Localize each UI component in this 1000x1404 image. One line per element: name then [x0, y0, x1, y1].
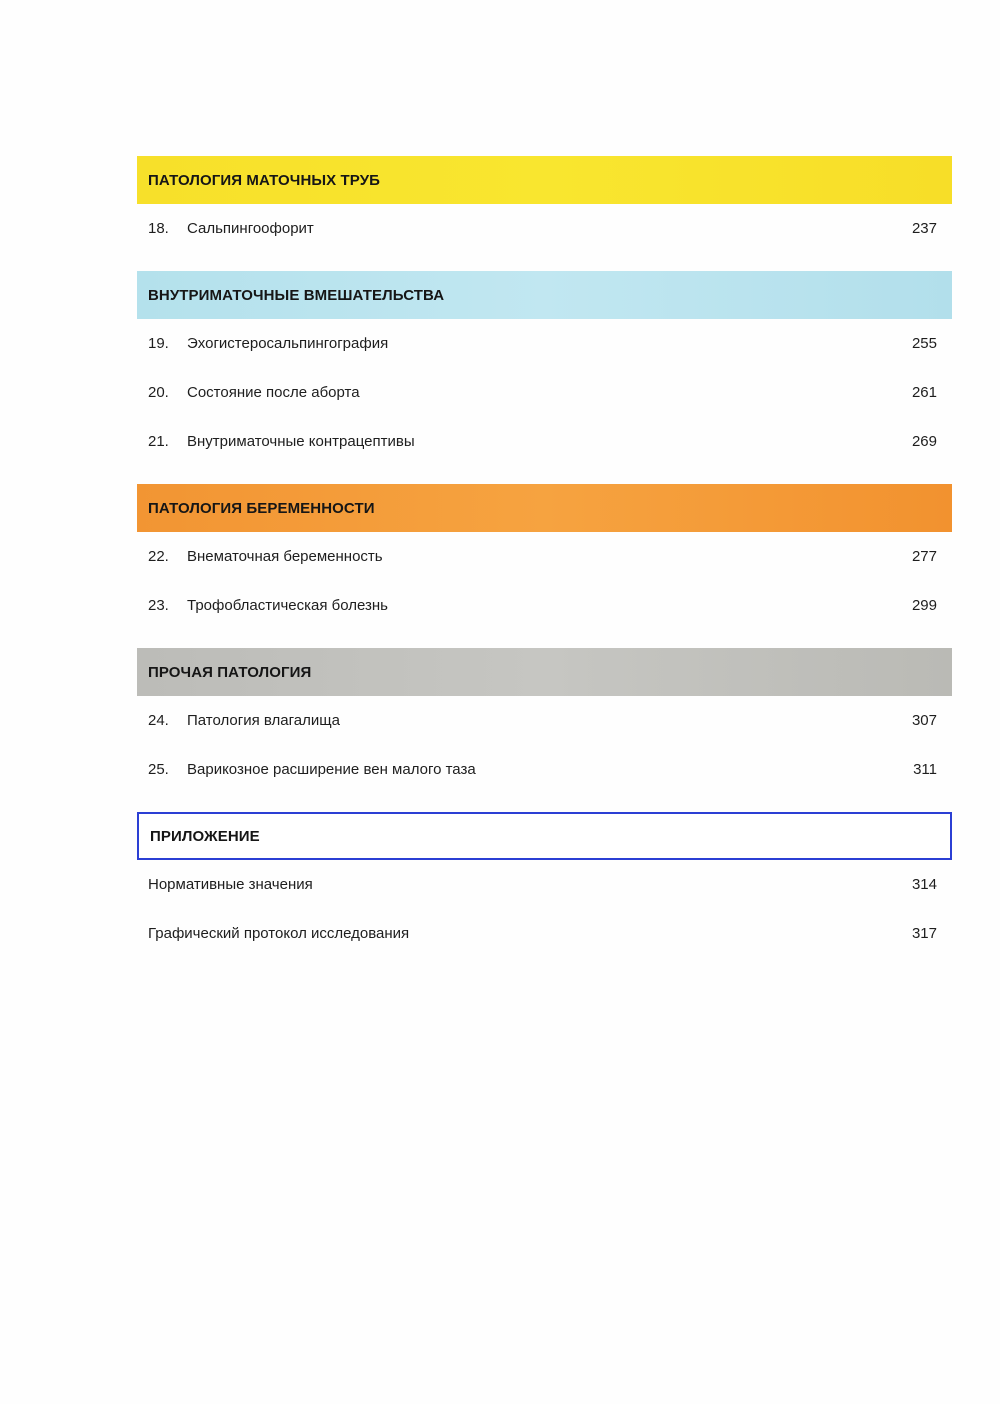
page-number: 269 — [911, 433, 937, 450]
chapter-number: 22. — [148, 548, 169, 565]
chapter-title: Патология влагалища — [187, 712, 340, 729]
chapter-number: 20. — [148, 384, 169, 401]
chapter-number: 18. — [148, 220, 169, 237]
section-header: ВНУТРИМАТОЧНЫЕ ВМЕШАТЕЛЬСТВА — [137, 271, 952, 319]
page-number: 307 — [911, 712, 937, 729]
section-header: ПРОЧАЯ ПАТОЛОГИЯ — [137, 648, 952, 696]
table-of-contents — [137, 156, 952, 976]
toc-section-other — [137, 648, 952, 794]
toc-section-fallopian-tubes — [137, 156, 952, 253]
toc-entry[interactable] — [137, 696, 952, 745]
page-number: 261 — [911, 384, 937, 401]
chapter-title: Трофобластическая болезнь — [187, 597, 388, 614]
appendix-title: Графический протокол исследования — [148, 925, 410, 942]
page-number: 237 — [911, 220, 937, 237]
toc-entry[interactable] — [137, 860, 952, 909]
toc-entry[interactable] — [137, 319, 952, 368]
chapter-number: 24. — [148, 712, 169, 729]
appendix-title: Нормативные значения — [148, 876, 313, 893]
toc-section-intrauterine — [137, 271, 952, 466]
chapter-number: 19. — [148, 335, 169, 352]
page-number: 317 — [911, 925, 937, 942]
toc-entry[interactable] — [137, 581, 952, 630]
toc-entry[interactable] — [137, 368, 952, 417]
toc-entry[interactable] — [137, 909, 952, 958]
section-header: ПАТОЛОГИЯ МАТОЧНЫХ ТРУБ — [137, 156, 952, 204]
chapter-number: 21. — [148, 433, 169, 450]
page-number: 314 — [911, 876, 937, 893]
toc-entry[interactable] — [137, 417, 952, 466]
page-number: 299 — [911, 597, 937, 614]
page-number: 277 — [911, 548, 937, 565]
chapter-title: Состояние после аборта — [187, 384, 360, 401]
chapter-number: 23. — [148, 597, 169, 614]
section-header: ПРИЛОЖЕНИЕ — [137, 812, 952, 860]
chapter-title: Сальпингоофорит — [187, 220, 314, 237]
chapter-title: Внематочная беременность — [187, 548, 383, 565]
section-header: ПАТОЛОГИЯ БЕРЕМЕННОСТИ — [137, 484, 952, 532]
toc-section-appendix — [137, 812, 952, 958]
toc-entry[interactable] — [137, 532, 952, 581]
chapter-title: Внутриматочные контрацептивы — [187, 433, 415, 450]
toc-entry[interactable] — [137, 204, 952, 253]
page-number: 255 — [911, 335, 937, 352]
chapter-number: 25. — [148, 761, 169, 778]
chapter-title: Эхогистеросальпингография — [187, 335, 389, 352]
chapter-title: Варикозное расширение вен малого таза — [187, 761, 476, 778]
page-number: 311 — [913, 761, 937, 778]
toc-section-pregnancy — [137, 484, 952, 630]
toc-entry[interactable] — [137, 745, 952, 794]
